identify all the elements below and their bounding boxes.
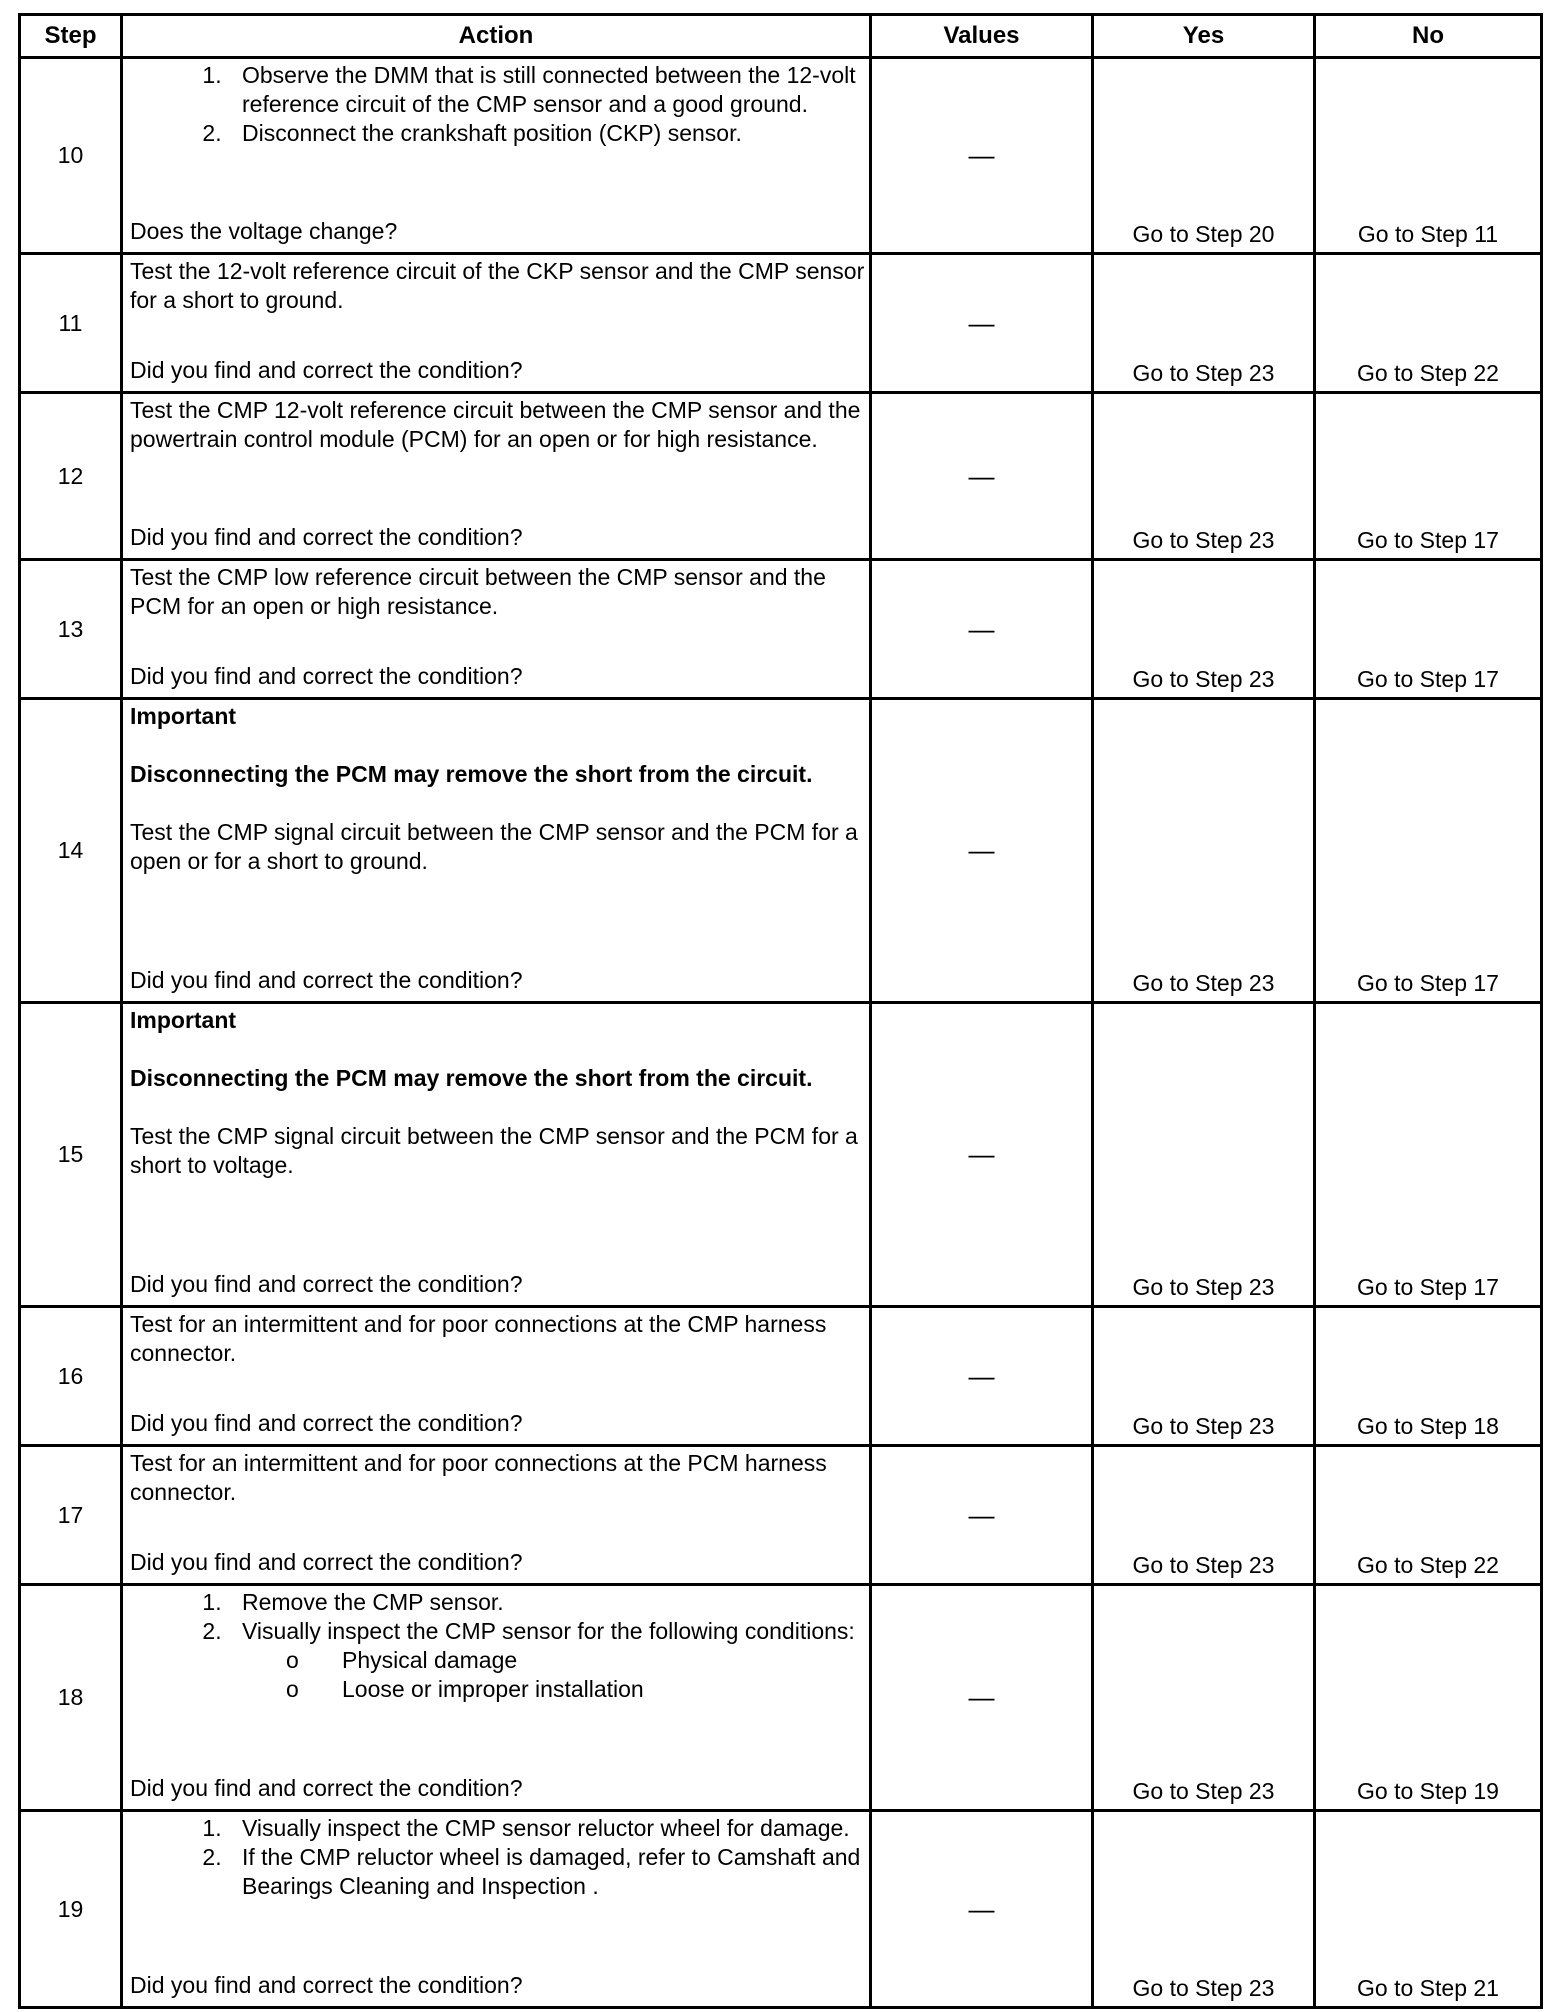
important-heading: Important: [130, 1007, 237, 1033]
action-text: Test the CMP signal circuit between the CMP sensor and the PCM for a short to voltage.: [130, 1123, 858, 1178]
action-text: Test for an intermittent and for poor connections at the PCM harness connector.: [130, 1450, 827, 1505]
no-goto: Go to Step 22: [1315, 1446, 1542, 1585]
action-step-item: 1. Visually inspect the CMP sensor reluctor wheel for damage.: [228, 1814, 865, 1843]
values-cell: —: [871, 1811, 1093, 2008]
action-cell: [122, 1585, 871, 1811]
action-steps: [130, 1588, 865, 1704]
action-steps: [130, 61, 865, 148]
step-number: 14: [20, 699, 122, 1003]
action-question: Does the voltage change?: [130, 218, 398, 244]
table-row: [20, 699, 1542, 1003]
values-cell: —: [871, 393, 1093, 560]
values-cell: —: [871, 1446, 1093, 1585]
yes-goto: Go to Step 23: [1093, 1585, 1315, 1811]
action-cell: [122, 1446, 871, 1585]
action-cell: [122, 254, 871, 393]
action-text: Test the CMP signal circuit between the CMP sensor and the PCM for a open or for a short to ground.: [130, 819, 858, 874]
values-cell: —: [871, 58, 1093, 254]
header-step: Step: [20, 15, 122, 58]
condition-item: o Loose or improper installation: [328, 1675, 865, 1704]
action-question: Did you find and correct the condition?: [130, 1549, 523, 1575]
step-number: 12: [20, 393, 122, 560]
header-row: [20, 15, 1542, 58]
no-goto: Go to Step 17: [1315, 1003, 1542, 1307]
table-row: [20, 58, 1542, 254]
step-number: 10: [20, 58, 122, 254]
no-goto: Go to Step 19: [1315, 1585, 1542, 1811]
action-text: Test the CMP 12-volt reference circuit between the CMP sensor and the powertrain control module (PCM) for an open or for high resistance.: [130, 397, 861, 452]
important-warning: Disconnecting the PCM may remove the short from the circuit.: [130, 761, 813, 787]
important-warning: Disconnecting the PCM may remove the short from the circuit.: [130, 1065, 813, 1091]
action-step-item: [228, 1617, 865, 1704]
no-goto: Go to Step 18: [1315, 1307, 1542, 1446]
table-row: [20, 1003, 1542, 1307]
yes-goto: Go to Step 23: [1093, 1307, 1315, 1446]
action-cell: [122, 699, 871, 1003]
table-row: [20, 560, 1542, 699]
action-step-text: Visually inspect the CMP sensor for the following conditions:: [242, 1618, 855, 1644]
yes-goto: Go to Step 23: [1093, 1811, 1315, 2008]
condition-list: [242, 1646, 865, 1704]
action-cell: [122, 1307, 871, 1446]
step-number: 19: [20, 1811, 122, 2008]
action-question: Did you find and correct the condition?: [130, 1972, 523, 1998]
no-goto: Go to Step 21: [1315, 1811, 1542, 2008]
action-question: Did you find and correct the condition?: [130, 1775, 523, 1801]
action-question: Did you find and correct the condition?: [130, 524, 523, 550]
yes-goto: Go to Step 20: [1093, 58, 1315, 254]
step-number: 17: [20, 1446, 122, 1585]
action-text: Test the CMP low reference circuit between the CMP sensor and the PCM for an open or high resistance.: [130, 564, 826, 619]
values-cell: —: [871, 1003, 1093, 1307]
action-cell: [122, 58, 871, 254]
values-cell: —: [871, 254, 1093, 393]
no-goto: Go to Step 17: [1315, 560, 1542, 699]
values-cell: —: [871, 1585, 1093, 1811]
action-step-item: 2. Disconnect the crankshaft position (CKP) sensor.: [228, 119, 865, 148]
yes-goto: Go to Step 23: [1093, 1003, 1315, 1307]
table-row: [20, 1446, 1542, 1585]
action-step-item: 2. If the CMP reluctor wheel is damaged, refer to Camshaft and Bearings Cleaning and Inspection .: [228, 1843, 865, 1901]
values-cell: —: [871, 1307, 1093, 1446]
action-question: Did you find and correct the condition?: [130, 663, 523, 689]
header-no: No: [1315, 15, 1542, 58]
action-cell: [122, 1003, 871, 1307]
diagnostic-table: [18, 13, 1543, 2009]
yes-goto: Go to Step 23: [1093, 560, 1315, 699]
header-yes: Yes: [1093, 15, 1315, 58]
no-goto: Go to Step 11: [1315, 58, 1542, 254]
important-heading: Important: [130, 703, 237, 729]
action-steps: [130, 1814, 865, 1901]
step-number: 13: [20, 560, 122, 699]
condition-item: o Physical damage: [328, 1646, 865, 1675]
action-text: Test for an intermittent and for poor connections at the CMP harness connector.: [130, 1311, 827, 1366]
action-cell: [122, 1811, 871, 2008]
no-goto: Go to Step 17: [1315, 699, 1542, 1003]
action-cell: [122, 393, 871, 560]
action-question: Did you find and correct the condition?: [130, 967, 523, 993]
no-goto: Go to Step 17: [1315, 393, 1542, 560]
yes-goto: Go to Step 23: [1093, 254, 1315, 393]
action-question: Did you find and correct the condition?: [130, 1410, 523, 1436]
action-question: Did you find and correct the condition?: [130, 1271, 523, 1297]
step-number: 15: [20, 1003, 122, 1307]
values-cell: —: [871, 560, 1093, 699]
action-step-item: 1. Observe the DMM that is still connected between the 12-volt reference circuit of the CMP sensor and a good ground.: [228, 61, 865, 119]
action-step-item: 1. Remove the CMP sensor.: [228, 1588, 865, 1617]
step-number: 16: [20, 1307, 122, 1446]
table-row: [20, 1585, 1542, 1811]
step-number: 18: [20, 1585, 122, 1811]
yes-goto: Go to Step 23: [1093, 393, 1315, 560]
table-row: [20, 1811, 1542, 2008]
table-row: [20, 254, 1542, 393]
values-cell: —: [871, 699, 1093, 1003]
table-row: [20, 393, 1542, 560]
yes-goto: Go to Step 23: [1093, 699, 1315, 1003]
action-cell: [122, 560, 871, 699]
table-row: [20, 1307, 1542, 1446]
action-question: Did you find and correct the condition?: [130, 357, 523, 383]
no-goto: Go to Step 22: [1315, 254, 1542, 393]
step-number: 11: [20, 254, 122, 393]
header-action: Action: [122, 15, 871, 58]
yes-goto: Go to Step 23: [1093, 1446, 1315, 1585]
header-values: Values: [871, 15, 1093, 58]
action-text: Test the 12-volt reference circuit of the CKP sensor and the CMP sensor for a short to ground.: [130, 258, 865, 313]
